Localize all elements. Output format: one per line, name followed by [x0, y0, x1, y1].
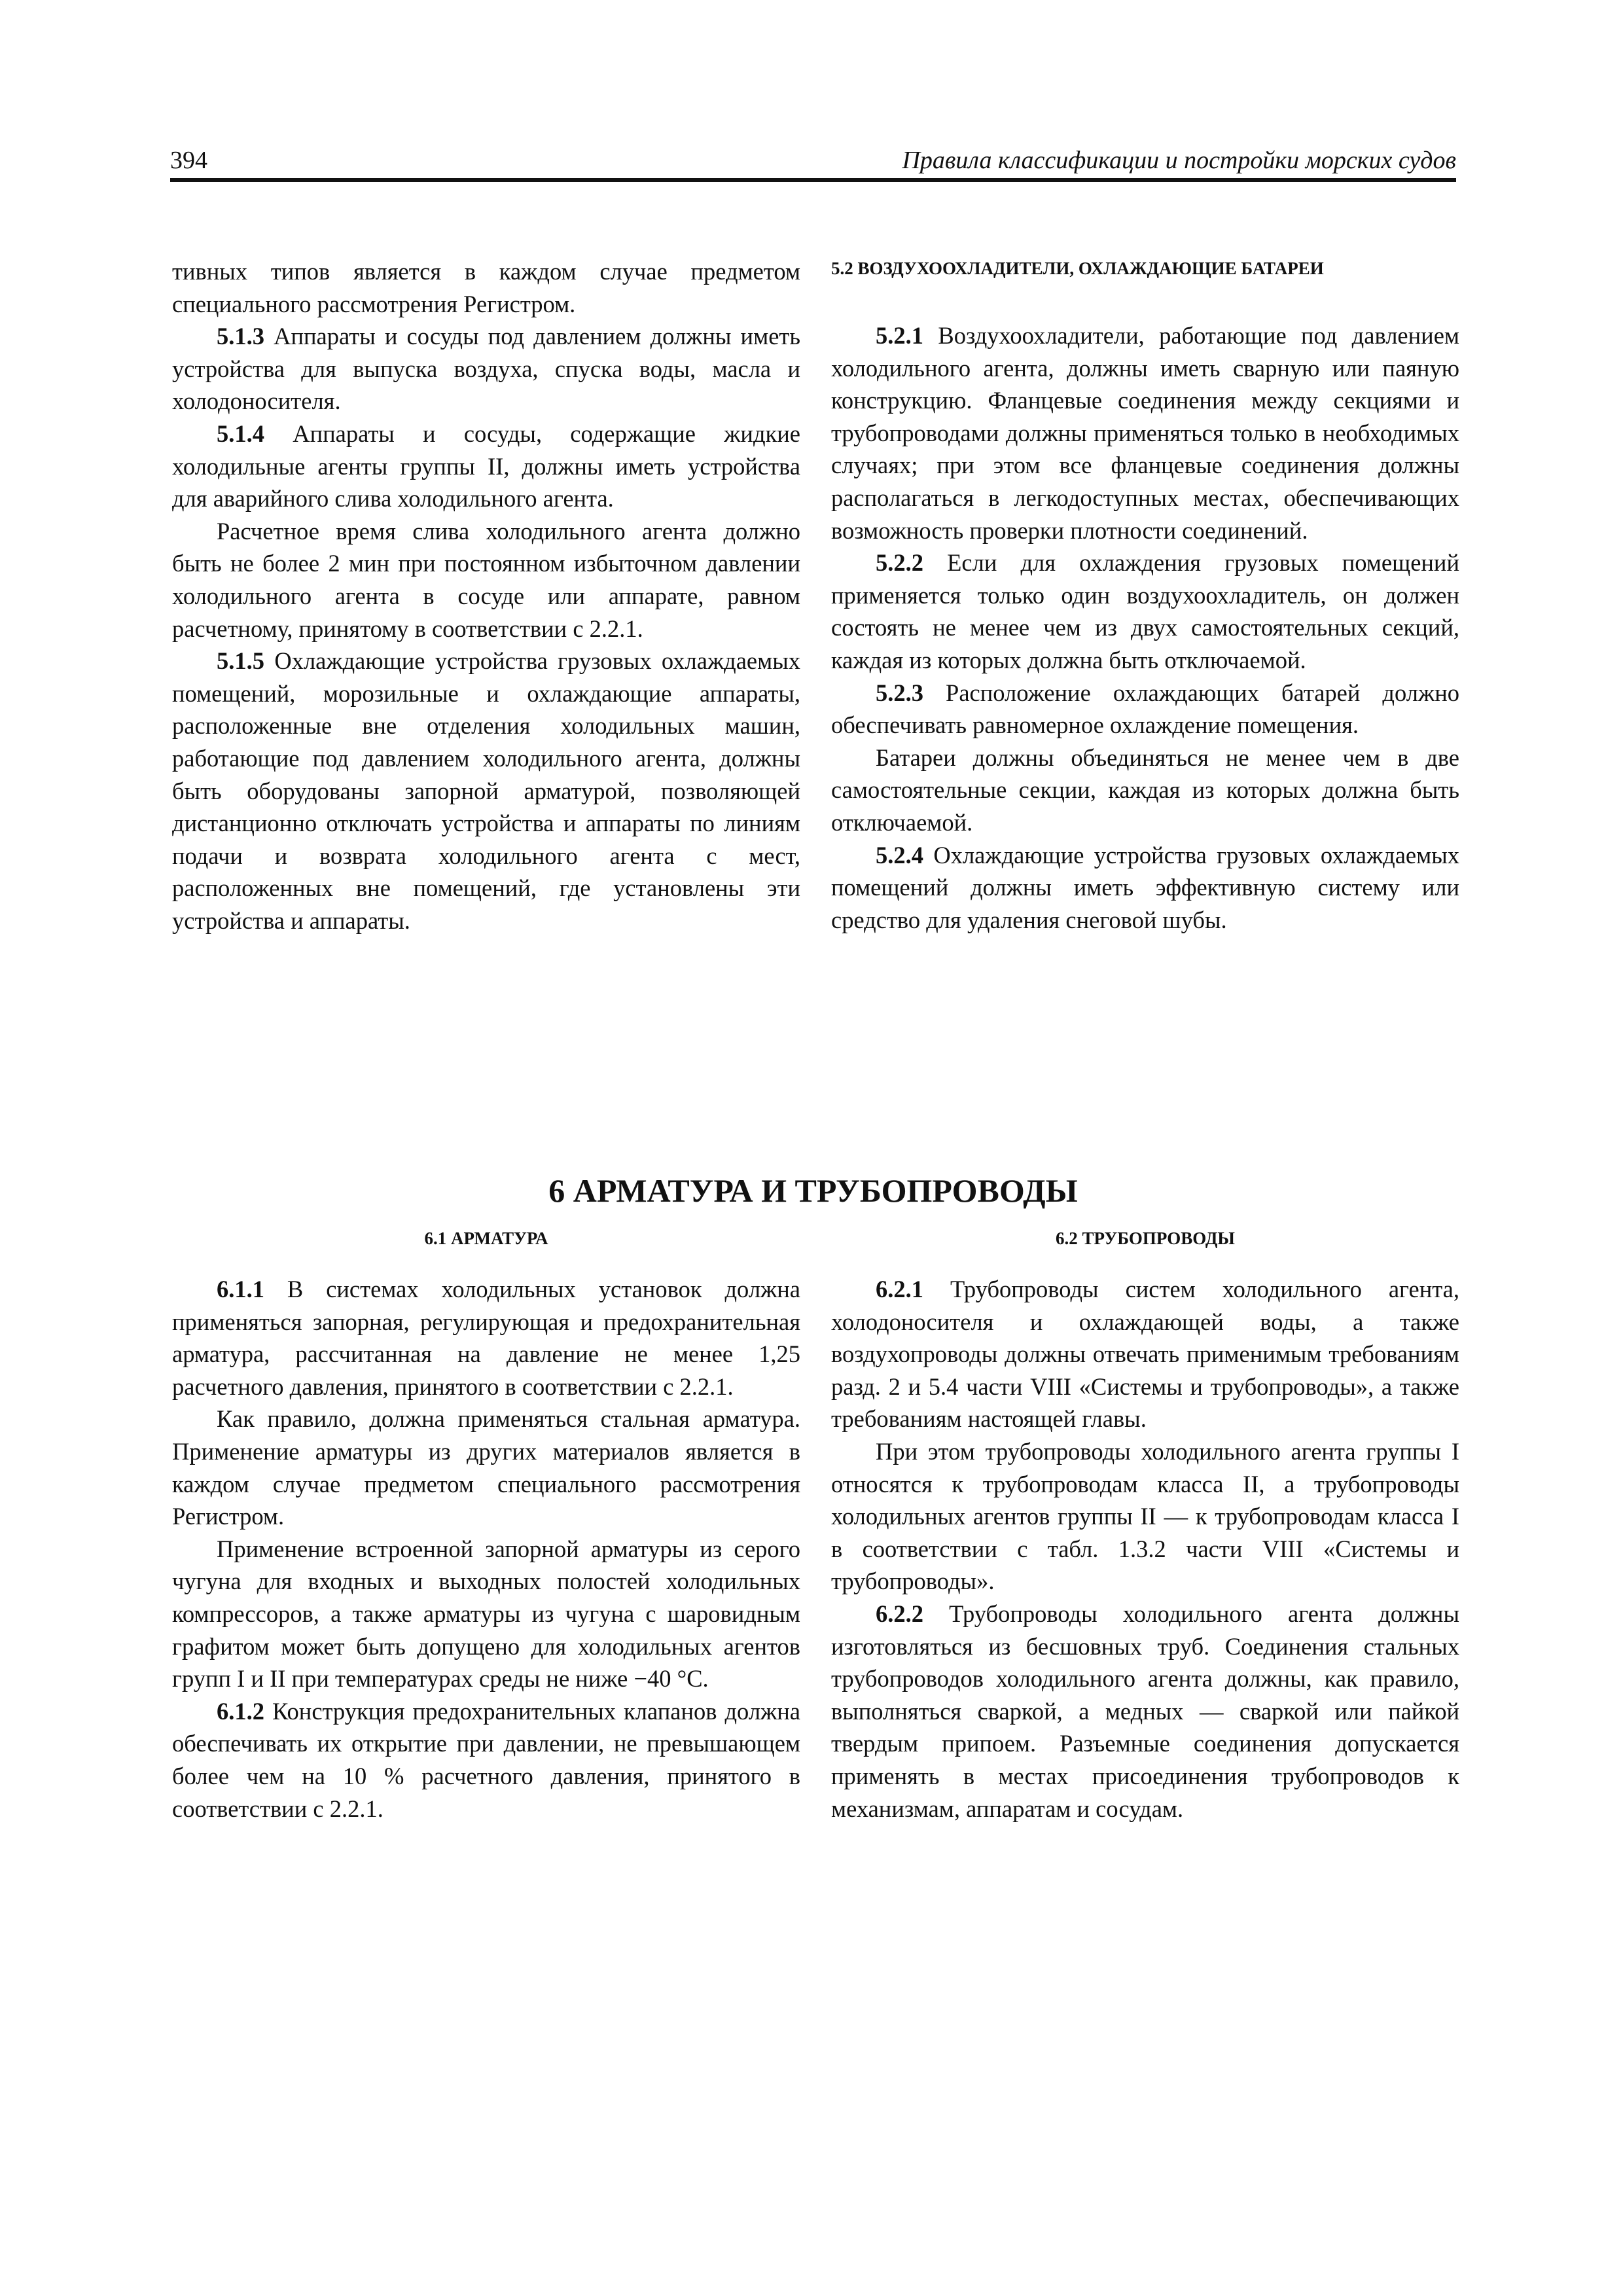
clause-5-1-3	[172, 320, 800, 418]
page-header	[170, 145, 1456, 182]
paragraph	[172, 1533, 800, 1695]
spacer	[831, 281, 1459, 319]
clause-5-1-5	[172, 645, 800, 937]
clause-number: 6.1.1	[217, 1276, 264, 1302]
paragraph	[172, 255, 800, 320]
clause-6-2-1	[831, 1273, 1459, 1435]
clause-number: 5.2.1	[876, 322, 923, 349]
clause-number: 5.2.4	[876, 841, 923, 869]
clause-5-2-1	[831, 319, 1459, 547]
chapter-title: 6 АРМАТУРА И ТРУБОПРОВОДЫ	[548, 1172, 1078, 1209]
column-top-left	[172, 255, 800, 937]
clause-5-2-3	[831, 677, 1459, 742]
clause-text: Аппараты и сосуды под давлением должны иметь устройства для выпуска воздуха, спуска воды, масла и холодоносителя.	[172, 323, 800, 415]
paragraph	[172, 515, 800, 645]
clause-text: Расположение охлаждающих батарей должно обеспечивать равномерное охлаждение помещения.	[831, 679, 1459, 739]
paragraph	[172, 1403, 800, 1532]
paragraph-text: тивных типов является в каждом случае предметом специального рассмотрения Регистром.	[172, 258, 800, 317]
paragraph-text: При этом трубопроводы холодильного агента группы I относятся к трубопроводам класса II, а трубопроводы холодильных агентов группы II — к трубопроводам класса I в соответствии с табл. 1.3.2 части VIII «Системы и трубопроводы».	[831, 1437, 1459, 1595]
section-heading-5-2: 5.2 ВОЗДУХООХЛАДИТЕЛИ, ОХЛАЖДАЮЩИЕ БАТАРЕИ	[831, 259, 1324, 278]
clause-number: 5.1.5	[217, 647, 264, 675]
clause-6-2-2	[831, 1598, 1459, 1825]
clause-5-1-4	[172, 418, 800, 515]
clause-text: Трубопроводы холодильного агента должны изготовляться из бесшовных труб. Соединения стальных трубопроводов холодильного агента должны, как правило, выполняться сваркой, а медных — сваркой или пайкой твердым припоем. Разъемные соединения допускается применять в местах присоединения трубопроводов к механизмам, аппаратам и сосудам.	[831, 1600, 1459, 1822]
clause-text: Трубопроводы систем холодильного агента, холодоносителя и охлаждающей воды, а также воздухопроводы должны отвечать применимым требованиям разд. 2 и 5.4 части VIII «Системы и трубопроводы», а также требованиям настоящей главы.	[831, 1276, 1460, 1433]
clause-number: 6.2.2	[876, 1600, 923, 1627]
paragraph-text: Расчетное время слива холодильного агента должно быть не более 2 мин при постоянном избыточном давлении холодильного агента в сосуде или аппарате, равном расчетному, принятому в соответствии с 2.2.1.	[172, 517, 800, 642]
clause-text: Воздухоохладители, работающие под давлением холодильного агента, должны иметь сварную или паяную конструкцию. Фланцевые соединения между секциями и трубопроводами должны применяться только в необходимых случаях; при этом все фланцевые соединения должны располагаться в легкодоступных местах, обеспечивающих возможность проверки плотности соединений.	[831, 322, 1459, 544]
section-heading-6-2: 6.2 ТРУБОПРОВОДЫ	[1056, 1229, 1235, 1248]
clause-text: Аппараты и сосуды, содержащие жидкие холодильные агенты группы II, должны иметь устройства для аварийного слива холодильного агента.	[172, 420, 800, 512]
heading-6-1-wrap	[172, 1225, 800, 1251]
clause-number: 5.1.4	[217, 420, 264, 447]
heading-6-2-wrap	[831, 1225, 1459, 1251]
clause-text: Конструкция предохранительных клапанов должна обеспечивать их открытие при давлении, не превышающем более чем на 10 % расчетного давления, принятого в соответствии с 2.2.1.	[172, 1697, 800, 1822]
clause-text: Если для охлаждения грузовых помещений применяется только один воздухоохладитель, он должен состоять не менее чем из двух самостоятельных секций, каждая из которых должна быть отключаемой.	[831, 549, 1459, 673]
clause-number: 5.1.3	[217, 323, 264, 350]
clause-number: 5.2.2	[876, 549, 923, 577]
column-bottom-left	[172, 1273, 800, 1825]
column-top-right	[831, 255, 1459, 936]
clause-number: 6.2.1	[876, 1276, 923, 1302]
clause-text: Охлаждающие устройства грузовых охлаждаемых помещений, морозильные и охлаждающие аппараты, расположенные вне отделения холодильных машин, работающие под давлением холодильного агента, должны быть оборудованы запорной арматурой, позволяющей дистанционно отключать устройства и аппараты по линиям подачи и возврата холодильного агента с мест, расположенных вне помещений, где установлены эти устройства и аппараты.	[172, 647, 800, 934]
clause-6-1-2	[172, 1695, 800, 1825]
clause-number: 6.1.2	[217, 1697, 264, 1725]
clause-5-2-2	[831, 547, 1459, 676]
clause-6-1-1	[172, 1273, 800, 1403]
clause-number: 5.2.3	[876, 679, 923, 706]
paragraph-text: Как правило, должна применяться стальная арматура. Применение арматуры из других материалов является в каждом случае предметом специального рассмотрения Регистром.	[172, 1405, 800, 1530]
clause-text: Охлаждающие устройства грузовых охлаждаемых помещений должны иметь эффективную систему или средство для удаления снеговой шубы.	[831, 841, 1459, 933]
paragraph	[831, 742, 1459, 839]
column-bottom-right	[831, 1273, 1459, 1825]
paragraph	[831, 1435, 1459, 1598]
clause-5-2-4	[831, 839, 1459, 937]
section-heading-6-1: 6.1 АРМАТУРА	[424, 1229, 548, 1248]
paragraph-text: Батареи должны объединяться не менее чем в две самостоятельные секции, каждая из которых должна быть отключаемой.	[831, 744, 1459, 836]
page-number: 394	[170, 147, 207, 174]
clause-text: В системах холодильных установок должна применяться запорная, регулирующая и предохранительная арматура, рассчитанная на давление не менее 1,25 расчетного давления, принятого в соответствии с 2.2.1.	[172, 1276, 800, 1400]
running-title: Правила классификации и постройки морских судов	[902, 147, 1456, 174]
paragraph-text: Применение встроенной запорной арматуры из серого чугуна для входных и выходных полостей холодильных компрессоров, а также арматуры из чугуна с шаровидным графитом может быть допущено для холодильных агентов групп I и II при температурах среды не ниже −40 °С.	[172, 1535, 800, 1693]
